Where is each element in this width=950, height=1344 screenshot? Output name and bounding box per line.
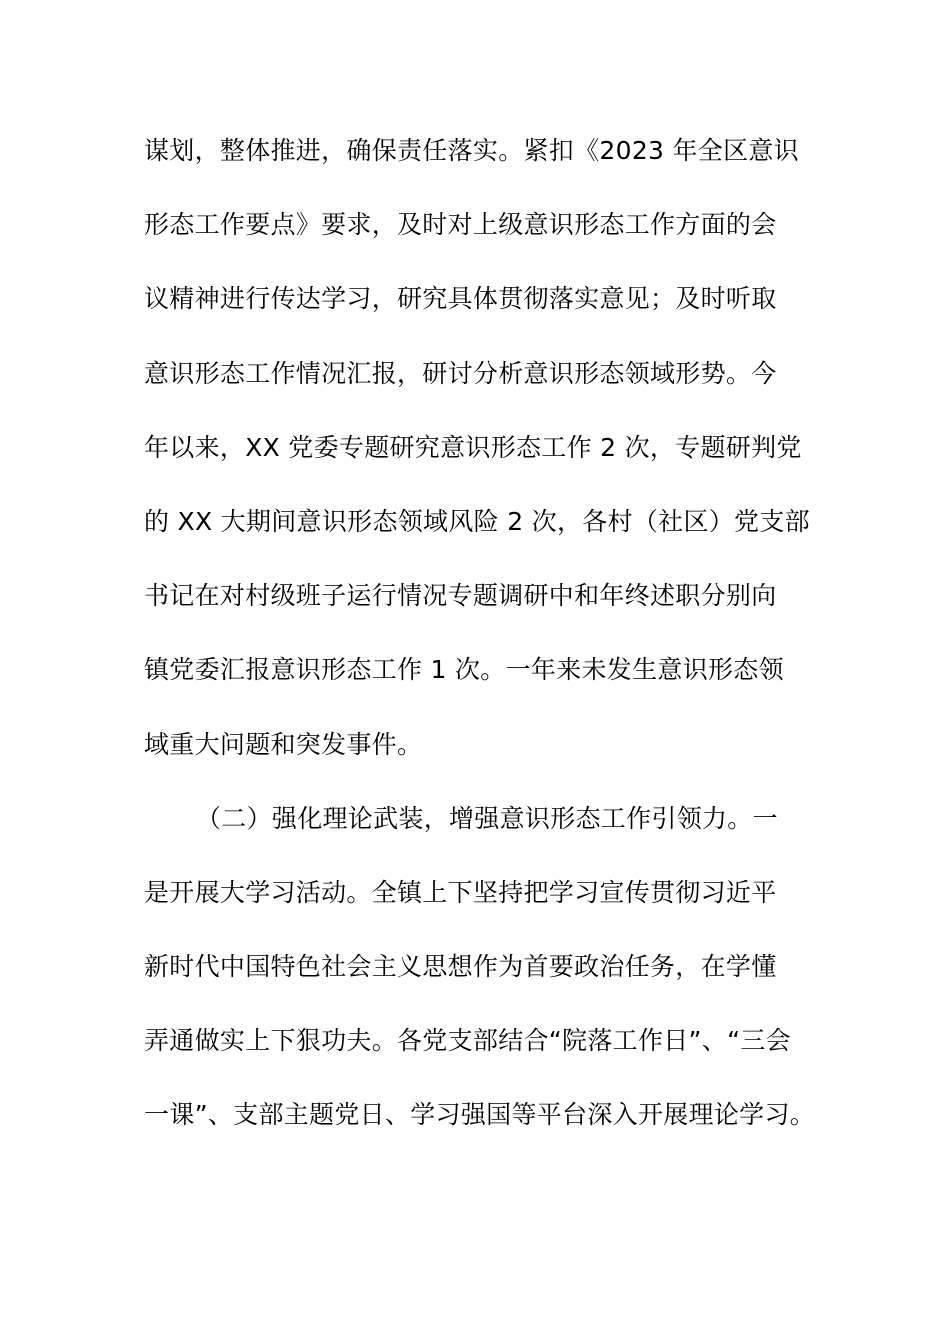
paragraph-2 — [144, 782, 824, 1153]
paragraph-line: 谋划，整体推进，确保责任落实。紧扣《2023 年全区意识 — [144, 136, 799, 165]
paragraph-1 — [144, 114, 824, 782]
paragraph-line: 形态工作要点》要求，及时对上级意识形态工作方面的会 — [144, 210, 777, 240]
paragraph-line: 的 XX 大期间意识形态领域风险 2 次，各村（社区）党支部 — [144, 506, 810, 536]
paragraph-line: 镇党委汇报意识形态工作 1 次。一年来未发生意识形态领 — [144, 655, 784, 685]
paragraph-line: 弄通做实上下狠功夫。各党支部结合“院落工作日”、“三会 — [144, 1026, 791, 1056]
paragraph-line: 书记在对村级班子运行情况专题调研中和年终述职分别向 — [144, 581, 777, 611]
paragraph-line: 意识形态工作情况汇报，研讨分析意识形态领域形势。今 — [144, 358, 777, 388]
body-text — [144, 114, 824, 1153]
paragraph-line: 年以来，XX 党委专题研究意识形态工作 2 次，专题研判党 — [144, 432, 802, 462]
paragraph-line: 新时代中国特色社会主义思想作为首要政治任务，在学懂 — [144, 952, 777, 982]
paragraph-line: 是开展大学习活动。全镇上下坚持把学习宣传贯彻习近平 — [144, 877, 777, 907]
paragraph-line: 一课”、支部主题党日、学习强国等平台深入开展理论学习。 — [144, 1100, 816, 1130]
paragraph-line: 议精神进行传达学习，研究具体贯彻落实意见；及时听取 — [144, 284, 777, 314]
paragraph-line: 域重大问题和突发事件。 — [144, 729, 423, 759]
section-heading-line: （二）强化理论武装，增强意识形态工作引领力。一 — [196, 803, 778, 833]
